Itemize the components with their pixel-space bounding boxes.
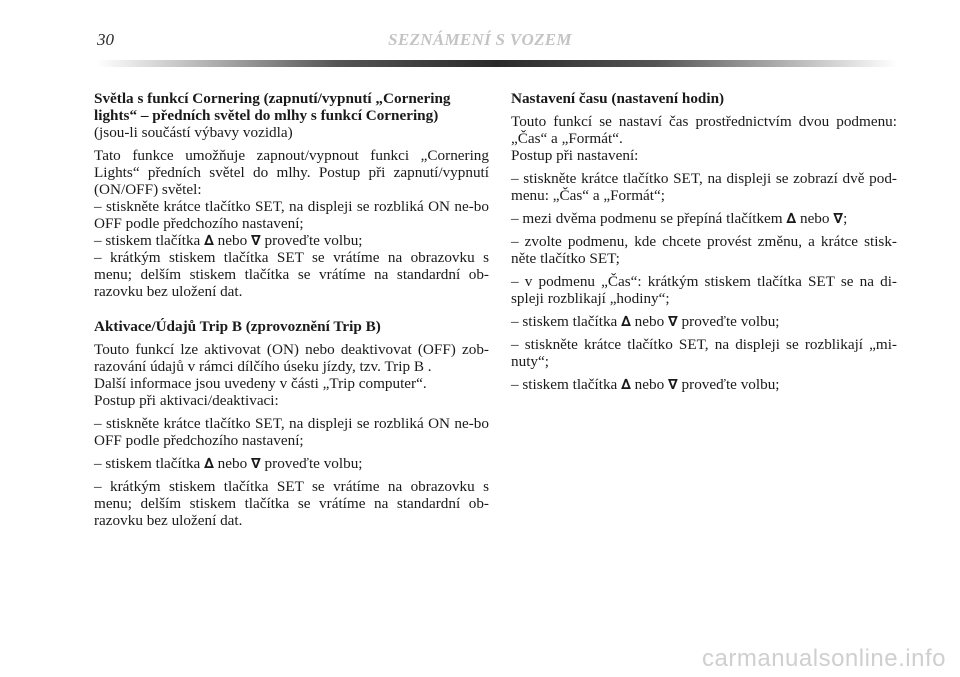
down-arrow-icon: ∇ [250,456,261,472]
page-number: 30 [97,30,114,49]
watermark: carmanualsonline.info [702,645,946,672]
down-arrow-icon: ∇ [667,314,678,330]
clock-step-2: – mezi dvěma podmenu se přepíná tlačítkem ∆ nebo ∇; [511,210,848,227]
trip-b-intro: Touto funkcí lze aktivovat (ON) nebo deaktivovat (OFF) zob-razování údajů v rámci dílčího úseku jízdy, tzv. Trip B . [94,341,489,375]
up-arrow-icon: ∆ [621,377,631,393]
down-arrow-icon: ∇ [250,233,261,249]
trip-b-procedure: Postup při aktivaci/deaktivaci: [94,392,279,409]
cornering-step-1: – stiskněte krátce tlačítko SET, na displeji se rozbliká ON ne-bo OFF podle předchozího nastavení; [94,198,489,232]
right-column [511,90,897,399]
cornering-step-3: – krátkým stiskem tlačítka SET se vrátíme na obrazovku s menu; delším stiskem tlačítka se vrátíme na standardní ob-razovku bez uložení dat. [94,249,489,300]
clock-procedure: Postup při nastavení: [511,147,639,164]
cornering-intro: Tato funkce umožňuje zapnout/vypnout funkci „Cornering Lights“ předních světel do mlhy. Postup při zapnutí/vypnutí (ON/OFF) světel: [94,147,489,198]
trip-b-step-3: – krátkým stiskem tlačítka SET se vrátíme na obrazovku s menu; delším stiskem tlačítka se vrátíme na standardní ob-razovku bez uložení dat. [94,478,489,529]
clock-heading: Nastavení času (nastavení hodin) [511,90,725,107]
down-arrow-icon: ∇ [833,211,844,227]
trip-b-info: Další informace jsou uvedeny v části „Trip computer“. [94,375,427,392]
clock-step-1: – stiskněte krátce tlačítko SET, na displeji se zobrazí dvě pod-menu: „Čas“ a „Formát“; [511,170,897,204]
clock-step-5: – stiskem tlačítka ∆ nebo ∇ proveďte volbu; [511,313,780,330]
clock-intro: Touto funkcí se nastaví čas prostřednictvím dvou podmenu: „Čas“ a „Formát“. [511,113,897,147]
clock-step-7: – stiskem tlačítka ∆ nebo ∇ proveďte volbu; [511,376,780,393]
clock-step-4: – v podmenu „Čas“: krátkým stiskem tlačítka SET se na di-spleji rozblikají „hodiny“; [511,273,897,307]
up-arrow-icon: ∆ [204,456,214,472]
trip-b-step-1: – stiskněte krátce tlačítko SET, na displeji se rozbliká ON ne-bo OFF podle předchozího nastavení; [94,415,489,449]
down-arrow-icon: ∇ [667,377,678,393]
trip-b-step-2: – stiskem tlačítka ∆ nebo ∇ proveďte volbu; [94,455,363,472]
clock-step-3: – zvolte podmenu, kde chcete provést změnu, a krátce stisk-něte tlačítko SET; [511,233,897,267]
up-arrow-icon: ∆ [204,233,214,249]
trip-b-heading: Aktivace/Údajů Trip B (zprovoznění Trip B) [94,318,381,335]
header-rule [97,60,897,67]
clock-step-6: – stiskněte krátce tlačítko SET, na displeji se rozblikají „mi-nuty“; [511,336,897,370]
up-arrow-icon: ∆ [621,314,631,330]
left-column [94,90,489,535]
section-title: SEZNÁMENÍ S VOZEM [388,30,572,49]
cornering-heading: Světla s funkcí Cornering (zapnutí/vypnutí „Cornering lights“ – předních světel do mlhy s funkcí Cornering) [94,90,451,124]
cornering-step-2: – stiskem tlačítka ∆ nebo ∇ proveďte volbu; [94,232,363,249]
up-arrow-icon: ∆ [786,211,797,227]
cornering-subtitle: (jsou-li součástí výbavy vozidla) [94,124,293,141]
